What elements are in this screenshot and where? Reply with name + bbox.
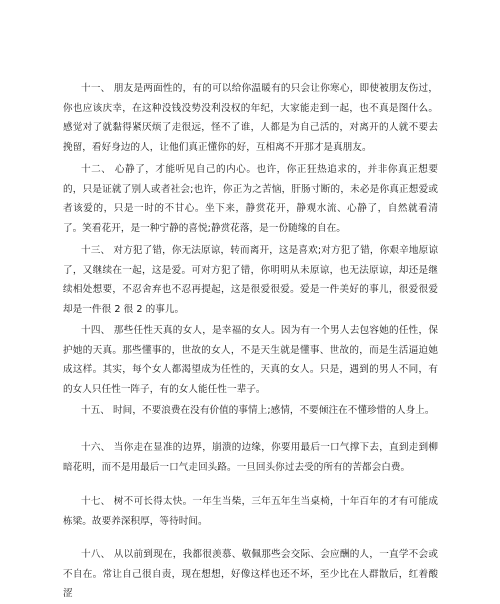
paragraph-18: 十八、 从以前到现在，我都很羡慕、敬佩那些会交际、会应酬的人，一直学不会或不自在。常让自己很自责，现在想想，好像这样也还不坏，至少比在人群散后，红着酸涩: [63, 549, 438, 599]
paragraph-16: 十六、 当你走在显准的边界，崩溃的边缘，你要用最后一口气撑下去，直到走到柳暗花明，而不是用最后一口气走回头路。一旦回头你过去受的所有的苦都会白费。: [63, 442, 438, 473]
paragraph-14: 十四、 那些任性天真的女人，是幸福的女人。因为有一个男人去包容她的任性，保护她的天真。那些懂事的，世故的女人，不是天生就是懂事、世故的，而是生活逼迫她成这样。其实，每个女人都渴望成为任性的，天真的女人。只是，遇到的男人不同，有的女人只任性一阵子，有的女人能任性一辈子。: [63, 325, 438, 395]
paragraph-17: 十七、 树不可长得太快。一年生当柴，三年五年生当桌椅，十年百年的才有可能成栋梁。故要养深积厚，等待时间。: [63, 496, 438, 527]
paragraph-13: 十三、 对方犯了错，你无法原谅，转而离开，这是喜欢;对方犯了错，你艰辛地原谅了，又继续在一起，这是爱。可对方犯了错，你明明从未原谅，也无法原谅，却还是继续相处想要，不忍舍弃也不忍再提起，这是很爱很爱。爱是一件美好的事儿，很爱很爱却是一件很 2 很 2 的事儿。: [63, 245, 438, 315]
paragraph-11: 十一、 朋友是两面性的，有的可以给你温暖有的只会让你寒心，即使被朋友伤过，你也应该庆幸，在这种没钱没势没利没权的年纪，大家能走到一起，也不真是图什么。感觉对了就黏得紧厌烦了走很远，怪不了谁，人都是为自己活的，对离开的人就不要去挽留，看好身边的人，让他们真正懂你的好，互相离不开那才是真朋友。: [63, 83, 438, 153]
paragraph-12: 十二、 心静了，才能听见自己的内心。也许，你正狂热追求的，并非你真正想要的，只是证就了别人或者社会;也许，你正为之苦恼，肝肠寸断的，未必是你真正想爱或者该爱的，只是一时的不甘心。坐下来，静赏花开，静观水流、心静了，自然就看清了。笑看花开，是一种宁静的喜悦;静赏花落，是一份随缘的自在。: [63, 164, 438, 234]
paragraph-15: 十五、 时间，不要浪费在没有价值的事情上;感情，不要倾注在不懂珍惜的人身上。: [81, 405, 435, 416]
